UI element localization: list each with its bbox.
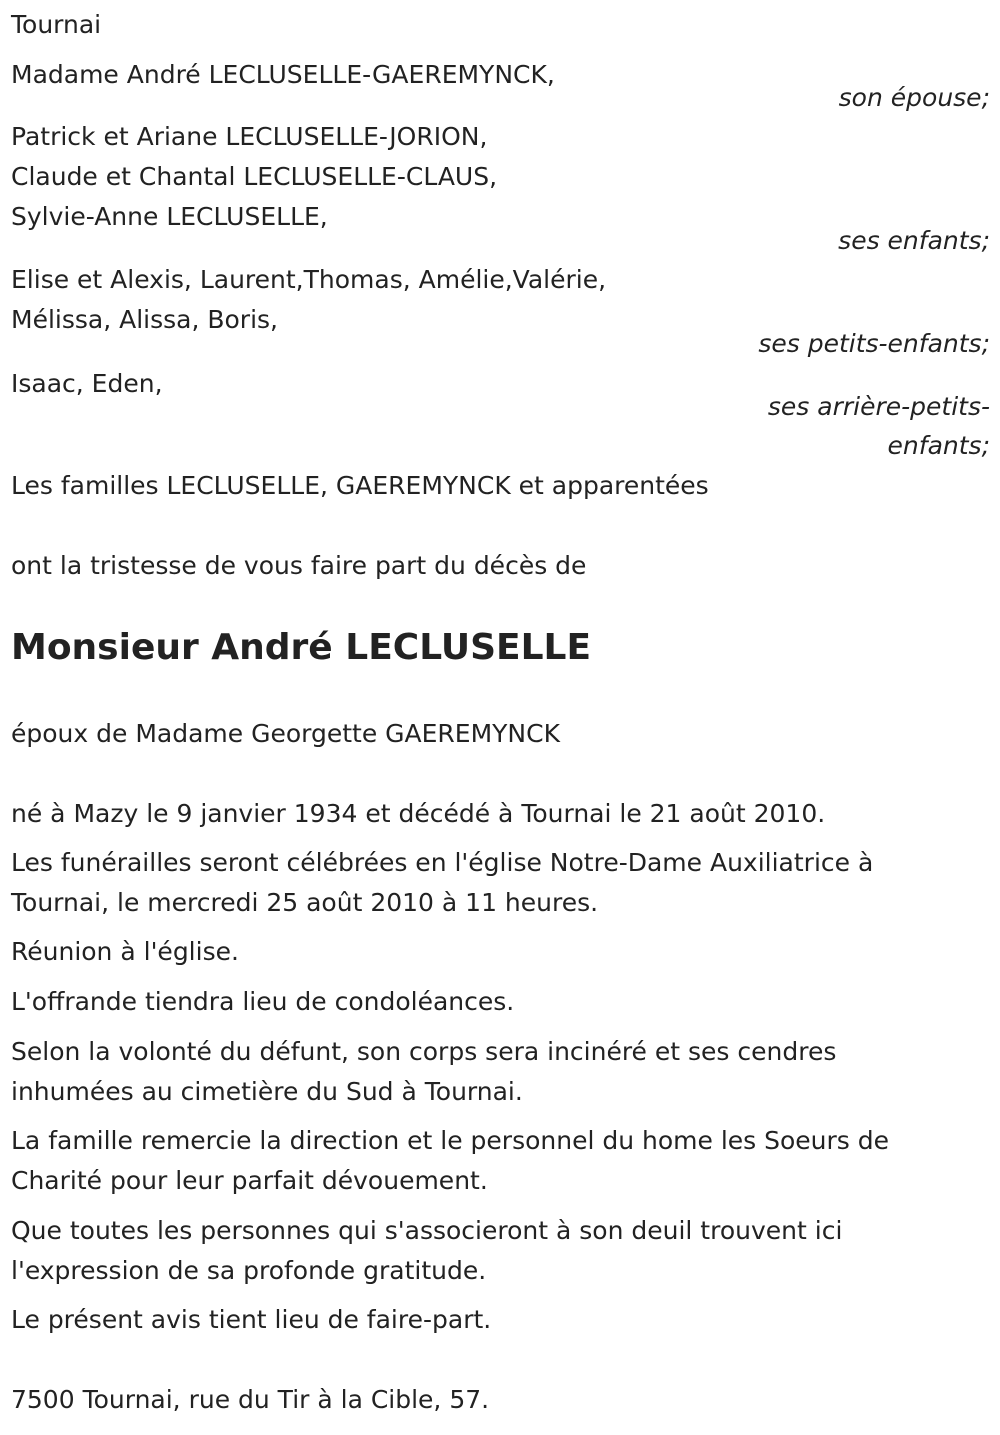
relation-children: ses enfants; — [838, 226, 990, 255]
child-line: Claude et Chantal LECLUSELLE-CLAUS, — [11, 162, 498, 191]
thanks-line: La famille remercie la direction et le personnel du home les Soeurs de — [11, 1126, 890, 1155]
spouse-line: Madame André LECLUSELLE-GAEREMYNCK, — [11, 60, 555, 89]
grandchild-line: Mélissa, Alissa, Boris, — [11, 305, 279, 334]
cremation-line: Selon la volonté du défunt, son corps sera incinéré et ses cendres — [11, 1037, 837, 1066]
families-line: Les familles LECLUSELLE, GAEREMYNCK et apparentées — [11, 471, 709, 500]
grandchild-line: Elise et Alexis, Laurent,Thomas, Amélie,Valérie, — [11, 265, 607, 294]
city-heading: Tournai — [11, 10, 102, 39]
address-line: 7500 Tournai, rue du Tir à la Cible, 57. — [11, 1385, 490, 1414]
relation-grandchildren: ses petits-enfants; — [758, 329, 990, 358]
child-line: Sylvie-Anne LECLUSELLE, — [11, 202, 328, 231]
relation-great-grandchildren: ses arrière-petits- — [767, 392, 990, 421]
birth-death-line: né à Mazy le 9 janvier 1934 et décédé à Tournai le 21 août 2010. — [11, 799, 826, 828]
deceased-name: Monsieur André LECLUSELLE — [11, 627, 592, 668]
funeral-line: Les funérailles seront célébrées en l'église Notre-Dame Auxiliatrice à — [11, 848, 874, 877]
spouse-of-line: époux de Madame Georgette GAEREMYNCK — [11, 719, 560, 748]
meeting-line: Réunion à l'église. — [11, 937, 239, 966]
announcement-line: ont la tristesse de vous faire part du décès de — [11, 551, 587, 580]
great-grandchild-line: Isaac, Eden, — [11, 369, 163, 398]
notice-line: Le présent avis tient lieu de faire-part. — [11, 1305, 492, 1334]
relation-spouse: son épouse; — [838, 83, 990, 112]
gratitude-line: l'expression de sa profonde gratitude. — [11, 1256, 487, 1285]
cremation-line: inhumées au cimetière du Sud à Tournai. — [11, 1077, 523, 1106]
child-line: Patrick et Ariane LECLUSELLE-JORION, — [11, 122, 488, 151]
thanks-line: Charité pour leur parfait dévouement. — [11, 1166, 488, 1195]
offering-line: L'offrande tiendra lieu de condoléances. — [11, 987, 515, 1016]
gratitude-line: Que toutes les personnes qui s'associeront à son deuil trouvent ici — [11, 1216, 843, 1245]
relation-great-grandchildren-cont: enfants; — [887, 431, 990, 460]
funeral-line: Tournai, le mercredi 25 août 2010 à 11 heures. — [11, 888, 599, 917]
